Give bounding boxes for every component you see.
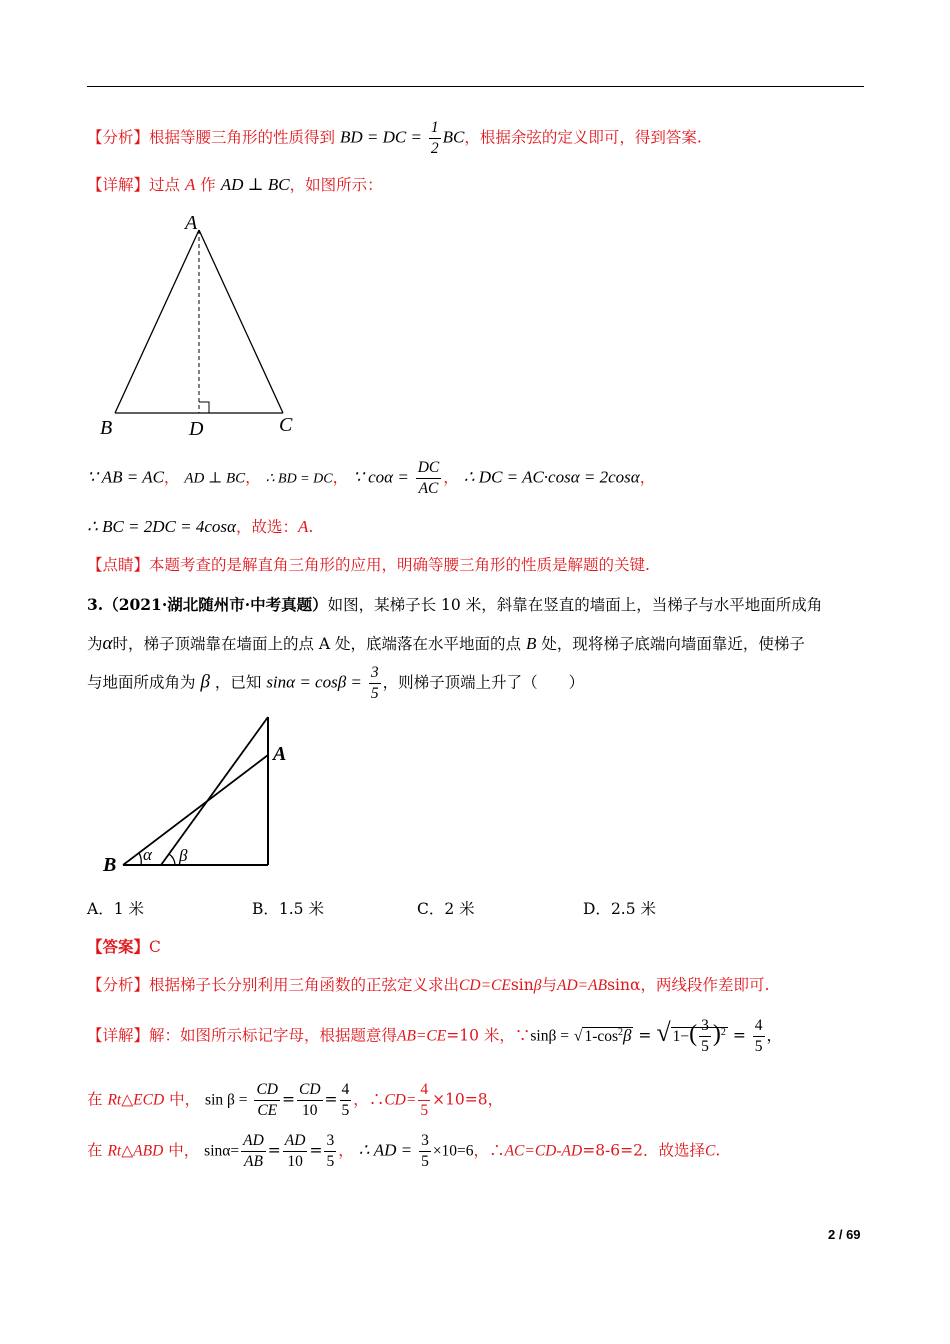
exponent: 2	[618, 1026, 624, 1038]
equals: =	[324, 1090, 338, 1109]
fraction-num: CD	[297, 1080, 323, 1101]
formula: sinα	[607, 976, 641, 994]
fraction	[254, 1080, 280, 1121]
header-rule	[87, 86, 864, 87]
fraction-num: 3	[419, 1131, 431, 1152]
step-abd	[87, 1131, 720, 1172]
fraction	[297, 1080, 323, 1121]
separator: ，	[245, 468, 261, 487]
equals: =	[282, 1090, 295, 1109]
fraction	[283, 1131, 308, 1172]
ladder-figure	[95, 710, 305, 880]
option-text: 2 米	[444, 900, 475, 918]
proof-line-2	[87, 515, 313, 537]
sqrt-body: 1-cos	[584, 1027, 619, 1045]
option-letter: A．	[87, 900, 114, 918]
fraction-den: 10	[302, 1102, 318, 1119]
detail-text: 作	[200, 176, 216, 194]
question-number: 3.	[87, 595, 104, 614]
question-text: ，则梯子顶端上升了（ ）	[382, 673, 585, 692]
fraction-den: 5	[754, 1038, 763, 1055]
separator: ，	[639, 468, 656, 487]
question-text: 与地面所成角为	[87, 673, 196, 692]
beta-symbol: β	[623, 1025, 632, 1045]
triangle-name: Rt△ECD	[107, 1091, 165, 1109]
formula: sinβ =	[530, 1027, 569, 1045]
question-text: 如图，某梯子长 10 米，斜靠在竖直的墙面上，当梯子与水平地面所成角	[327, 596, 823, 614]
equals: =	[267, 1141, 281, 1160]
fraction-den: CE	[257, 1102, 278, 1119]
triangle-name: Rt△ABD	[107, 1142, 164, 1160]
formula: BD = DC =	[339, 127, 422, 147]
answer-value: C	[149, 938, 161, 956]
option-a[interactable]	[87, 897, 144, 919]
question-source: （2021·湖北随州市·中考真题）	[103, 595, 328, 614]
formula: AD=AB	[557, 977, 608, 994]
question-text: 处，现将梯子底端向墙面靠近，使梯子	[541, 635, 805, 653]
option-letter: D．	[583, 900, 611, 918]
fraction-num: CD	[254, 1080, 280, 1101]
therefore-symbol: ∴	[489, 1141, 505, 1160]
proof-line-1	[87, 458, 655, 499]
label-d: D	[189, 418, 204, 440]
question-text: 时，梯子顶端靠在墙面上的点 A 处，底端落在水平地面的点	[112, 635, 522, 653]
side-ab	[115, 230, 199, 413]
fraction-den: 2	[430, 140, 439, 157]
option-text: 1 米	[113, 900, 144, 918]
fraction	[418, 1080, 430, 1121]
side-ac	[199, 230, 283, 413]
therefore-symbol: ∴	[368, 1090, 385, 1109]
label-a: A	[273, 743, 287, 765]
detail-text: 过点	[149, 176, 181, 194]
fraction-den: 5	[326, 1153, 335, 1170]
question-text: 为	[87, 635, 103, 653]
beta-symbol: β	[533, 977, 542, 994]
answer-letter: C	[705, 1142, 716, 1160]
fraction-num: DC	[416, 458, 442, 479]
option-text: 2.5 米	[610, 900, 657, 918]
analysis-text: 与	[541, 976, 557, 994]
detail-tag: 【详解】	[87, 176, 150, 194]
detail-1	[87, 173, 383, 195]
analysis-tag: 【分析】	[87, 128, 150, 147]
formula: ∵ AB = AC	[87, 467, 164, 487]
fraction-half	[429, 118, 441, 159]
fraction-num: 4	[753, 1016, 765, 1037]
formula: ∴ BD = DC	[265, 471, 333, 487]
beta-arc	[169, 854, 175, 865]
fraction-den: AC	[418, 480, 439, 497]
separator: ，	[766, 1026, 783, 1045]
analysis-tag: 【分析】	[87, 976, 150, 994]
answer	[87, 935, 161, 957]
fraction-3-5	[369, 663, 381, 704]
sqrt-2: √ 1−( $\frac{3}{5}$ )$^2$	[656, 1017, 726, 1056]
formula: AB=CE	[397, 1027, 447, 1045]
formula: sinα = cosβ =	[266, 672, 362, 692]
equals: =	[732, 1026, 746, 1045]
right-angle-mark	[199, 402, 209, 413]
detail-text: =10 米，	[446, 1026, 515, 1045]
label-b: B	[103, 854, 117, 876]
separator: ，	[353, 1090, 369, 1109]
formula: ∴ DC = AC·cosα = 2cosα	[463, 467, 640, 487]
analysis-1	[87, 118, 702, 159]
fraction-num: 4	[418, 1080, 430, 1101]
step-text: =8-6=2．故选择	[582, 1141, 706, 1160]
detail-text: 解：如图所示标记字母，根据题意得	[149, 1026, 398, 1045]
fraction-den: 5	[421, 1153, 429, 1170]
formula: AD ⊥ BC	[220, 175, 290, 194]
separator: ，	[473, 1141, 490, 1160]
step-text: 在	[87, 1090, 103, 1109]
fraction-num: 3	[369, 663, 381, 684]
step-text: 在	[87, 1141, 103, 1160]
fraction	[241, 1131, 266, 1172]
fraction-den: 5	[341, 1102, 350, 1119]
fraction-den: 10	[287, 1153, 303, 1170]
formula: ∵ coα =	[353, 467, 409, 487]
separator: ，	[443, 468, 459, 487]
equals: =	[309, 1141, 323, 1160]
question-3-line-2	[87, 632, 805, 655]
beta-symbol: β	[200, 671, 210, 693]
label-c: C	[279, 414, 293, 436]
label-alpha: α	[143, 845, 152, 864]
alpha-arc	[139, 853, 141, 865]
detail-2	[87, 1016, 782, 1057]
answer-letter: A	[297, 517, 309, 536]
comment-tag: 【点睛】	[87, 556, 150, 574]
fraction-num: 4	[340, 1080, 352, 1101]
question-3-line-1	[87, 593, 822, 615]
option-c[interactable]	[417, 897, 475, 919]
fraction-den: AB	[243, 1153, 263, 1170]
question-3-line-3	[87, 663, 584, 704]
formula: ∴ AD =	[358, 1140, 413, 1160]
fraction-den: 5	[420, 1102, 429, 1119]
label-b: B	[100, 417, 113, 439]
formula: CD=CE	[459, 977, 511, 994]
analysis-2	[87, 973, 769, 995]
proof-text: ，故选：	[235, 518, 298, 536]
label-beta: β	[179, 846, 188, 865]
page-number: 2 / 69	[828, 1227, 861, 1242]
fraction-3-5	[699, 1016, 711, 1057]
ladder-beta	[161, 717, 268, 865]
detail-tag: 【详解】	[87, 1026, 150, 1045]
fraction-num: AD	[241, 1131, 266, 1152]
option-d[interactable]	[583, 897, 656, 919]
analysis-text: ，两线段作差即可.	[640, 976, 770, 994]
formula: AC=CD-AD	[504, 1142, 583, 1160]
alpha-symbol: α	[102, 633, 113, 654]
step-text: 中，	[168, 1141, 200, 1160]
sqrt-1: √ $1-\cos^2\beta$	[573, 1025, 632, 1045]
fraction-den: 5	[701, 1038, 709, 1056]
separator: ，	[163, 468, 180, 487]
step-text: 中，	[169, 1090, 201, 1109]
fraction	[419, 1131, 431, 1172]
comment-text: 本题考查的是解直角三角形的应用，明确等腰三角形的性质是解题的关键.	[149, 556, 650, 574]
option-b[interactable]	[252, 897, 324, 919]
formula: sin	[510, 976, 534, 994]
sqrt-body: 1−	[672, 1027, 690, 1045]
option-letter: B．	[252, 900, 279, 918]
label-a: A	[185, 212, 198, 234]
formula: AD ⊥ BC	[184, 470, 246, 487]
option-text: 1.5 米	[278, 900, 324, 918]
variable: B	[526, 634, 537, 653]
formula: sin β =	[205, 1091, 248, 1109]
fraction-dc-ac	[416, 458, 442, 499]
fraction-den: 5	[370, 685, 379, 702]
fraction	[340, 1080, 352, 1121]
question-text: ，已知	[214, 673, 262, 692]
equals: =	[638, 1026, 652, 1045]
formula: sinα=	[204, 1142, 240, 1160]
option-letter: C．	[417, 900, 445, 918]
fraction-num: 3	[324, 1131, 336, 1152]
because-symbol: ∵	[514, 1026, 531, 1045]
separator: ，	[332, 468, 349, 487]
answer-tag: 【答案】	[87, 937, 150, 956]
exponent: 2	[720, 1026, 726, 1038]
separator: ，	[338, 1141, 354, 1160]
variable: A	[184, 175, 196, 194]
comment-1	[87, 553, 650, 575]
period: .	[715, 1141, 721, 1160]
detail-text: ，如图所示：	[289, 176, 383, 194]
fraction-num: 3	[699, 1016, 711, 1037]
step-ecd	[87, 1080, 503, 1121]
period: .	[308, 518, 314, 536]
fraction-num: 1	[429, 118, 441, 139]
analysis-text: ，根据余弦的定义即可，得到答案.	[464, 128, 702, 147]
formula: ∴ BC = 2DC = 4cosα	[87, 517, 236, 536]
fraction	[324, 1131, 336, 1172]
formula: CD=	[384, 1091, 417, 1109]
formula: BC	[442, 127, 465, 147]
fraction-num: AD	[283, 1131, 308, 1152]
analysis-text: 根据梯子长分别利用三角函数的正弦定义求出	[149, 976, 460, 994]
fraction-4-5	[753, 1016, 765, 1057]
formula: ×10=6	[432, 1142, 474, 1160]
analysis-text: 根据等腰三角形的性质得到	[149, 128, 336, 147]
triangle-figure	[95, 210, 315, 440]
formula: ×10=8，	[432, 1090, 504, 1109]
